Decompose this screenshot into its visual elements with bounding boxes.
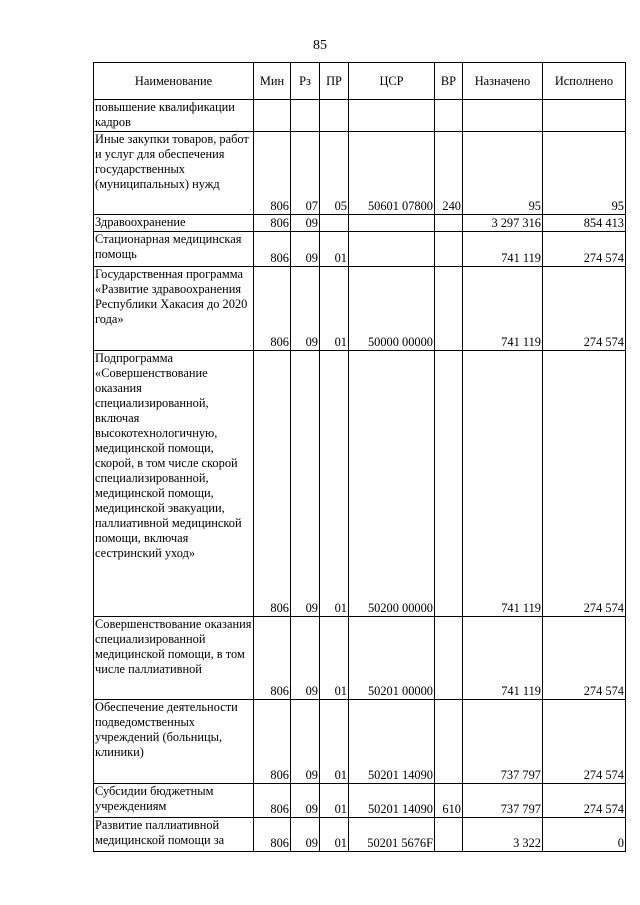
header-rz: Рз (291, 63, 320, 100)
cell-csr: 50201 14090 (349, 784, 435, 818)
cell-assigned: 3 297 316 (463, 215, 543, 232)
cell-rz: 09 (291, 232, 320, 267)
cell-pr (320, 215, 349, 232)
cell-executed: 0 (543, 818, 626, 852)
table-row (94, 215, 626, 232)
cell-executed: 274 574 (543, 784, 626, 818)
cell-min: 806 (254, 232, 291, 267)
table-row (94, 100, 626, 132)
header-executed: Исполнено (543, 63, 626, 100)
cell-pr (320, 100, 349, 132)
cell-name: Стационарная медицинская помощь (94, 232, 254, 267)
cell-min: 806 (254, 351, 291, 617)
cell-name: Совершенствование оказания специализированной медицинской помощи, в том числе паллиативной (94, 617, 254, 700)
cell-name: Обеспечение деятельности подведомственных учреждений (больницы, клиники) (94, 700, 254, 784)
cell-executed (543, 100, 626, 132)
header-min: Мин (254, 63, 291, 100)
cell-name: Государственная программа «Развитие здравоохранения Республики Хакасия до 2020 года» (94, 267, 254, 351)
cell-vr (435, 818, 463, 852)
cell-min: 806 (254, 215, 291, 232)
table-row (94, 232, 626, 267)
cell-rz: 09 (291, 351, 320, 617)
table-row (94, 784, 626, 818)
cell-pr: 01 (320, 818, 349, 852)
cell-csr: 50201 00000 (349, 617, 435, 700)
page-number: 85 (313, 38, 327, 53)
cell-min: 806 (254, 132, 291, 215)
cell-min: 806 (254, 818, 291, 852)
cell-min: 806 (254, 784, 291, 818)
cell-executed: 274 574 (543, 351, 626, 617)
header-pr: ПР (320, 63, 349, 100)
cell-min (254, 100, 291, 132)
cell-executed: 95 (543, 132, 626, 215)
cell-rz: 09 (291, 617, 320, 700)
cell-min: 806 (254, 700, 291, 784)
cell-executed: 274 574 (543, 267, 626, 351)
table-header-row (94, 63, 626, 100)
cell-vr (435, 351, 463, 617)
cell-vr: 240 (435, 132, 463, 215)
cell-executed: 274 574 (543, 232, 626, 267)
cell-assigned: 737 797 (463, 700, 543, 784)
cell-rz: 07 (291, 132, 320, 215)
header-assigned: Назначено (463, 63, 543, 100)
cell-rz: 09 (291, 784, 320, 818)
cell-vr (435, 215, 463, 232)
cell-csr: 50201 5676F (349, 818, 435, 852)
cell-assigned: 3 322 (463, 818, 543, 852)
cell-csr: 50200 00000 (349, 351, 435, 617)
cell-assigned: 741 119 (463, 617, 543, 700)
cell-name: Здравоохранение (94, 215, 254, 232)
cell-pr: 01 (320, 267, 349, 351)
budget-table (93, 62, 626, 852)
cell-vr (435, 617, 463, 700)
cell-pr: 05 (320, 132, 349, 215)
cell-rz: 09 (291, 215, 320, 232)
cell-assigned: 741 119 (463, 351, 543, 617)
cell-executed: 854 413 (543, 215, 626, 232)
cell-vr: 610 (435, 784, 463, 818)
table-row (94, 617, 626, 700)
cell-vr (435, 267, 463, 351)
table-row (94, 132, 626, 215)
header-name: Наименование (94, 63, 254, 100)
cell-rz: 09 (291, 267, 320, 351)
cell-assigned: 737 797 (463, 784, 543, 818)
cell-executed: 274 574 (543, 700, 626, 784)
cell-name: повышение квалификации кадров (94, 100, 254, 132)
header-csr: ЦСР (349, 63, 435, 100)
cell-pr: 01 (320, 700, 349, 784)
cell-vr (435, 232, 463, 267)
table-row (94, 351, 626, 617)
cell-rz (291, 100, 320, 132)
cell-rz: 09 (291, 700, 320, 784)
cell-csr (349, 100, 435, 132)
cell-rz: 09 (291, 818, 320, 852)
cell-name: Субсидии бюджетным учреждениям (94, 784, 254, 818)
cell-pr: 01 (320, 617, 349, 700)
cell-name: Иные закупки товаров, работ и услуг для обеспечения государственных (муниципальных) нужд (94, 132, 254, 215)
table-row (94, 267, 626, 351)
cell-assigned: 741 119 (463, 232, 543, 267)
cell-assigned: 95 (463, 132, 543, 215)
cell-csr (349, 232, 435, 267)
cell-min: 806 (254, 267, 291, 351)
cell-name: Подпрограмма «Совершенствование оказания специализированной, включая высокотехнологичную, медицинской помощи, скорой, в том числе скорой специализированной, медицинской помощи, медицинской эвакуации, паллиативной медицинской помощи, включая сестринский уход» (94, 351, 254, 617)
cell-csr: 50201 14090 (349, 700, 435, 784)
cell-pr: 01 (320, 232, 349, 267)
cell-pr: 01 (320, 784, 349, 818)
cell-executed: 274 574 (543, 617, 626, 700)
cell-csr: 50601 07800 (349, 132, 435, 215)
table-row (94, 700, 626, 784)
cell-csr: 50000 00000 (349, 267, 435, 351)
header-vr: ВР (435, 63, 463, 100)
cell-pr: 01 (320, 351, 349, 617)
table-row (94, 818, 626, 852)
cell-csr (349, 215, 435, 232)
cell-name: Развитие паллиативной медицинской помощи за (94, 818, 254, 852)
cell-assigned: 741 119 (463, 267, 543, 351)
cell-assigned (463, 100, 543, 132)
cell-min: 806 (254, 617, 291, 700)
cell-vr (435, 100, 463, 132)
cell-vr (435, 700, 463, 784)
